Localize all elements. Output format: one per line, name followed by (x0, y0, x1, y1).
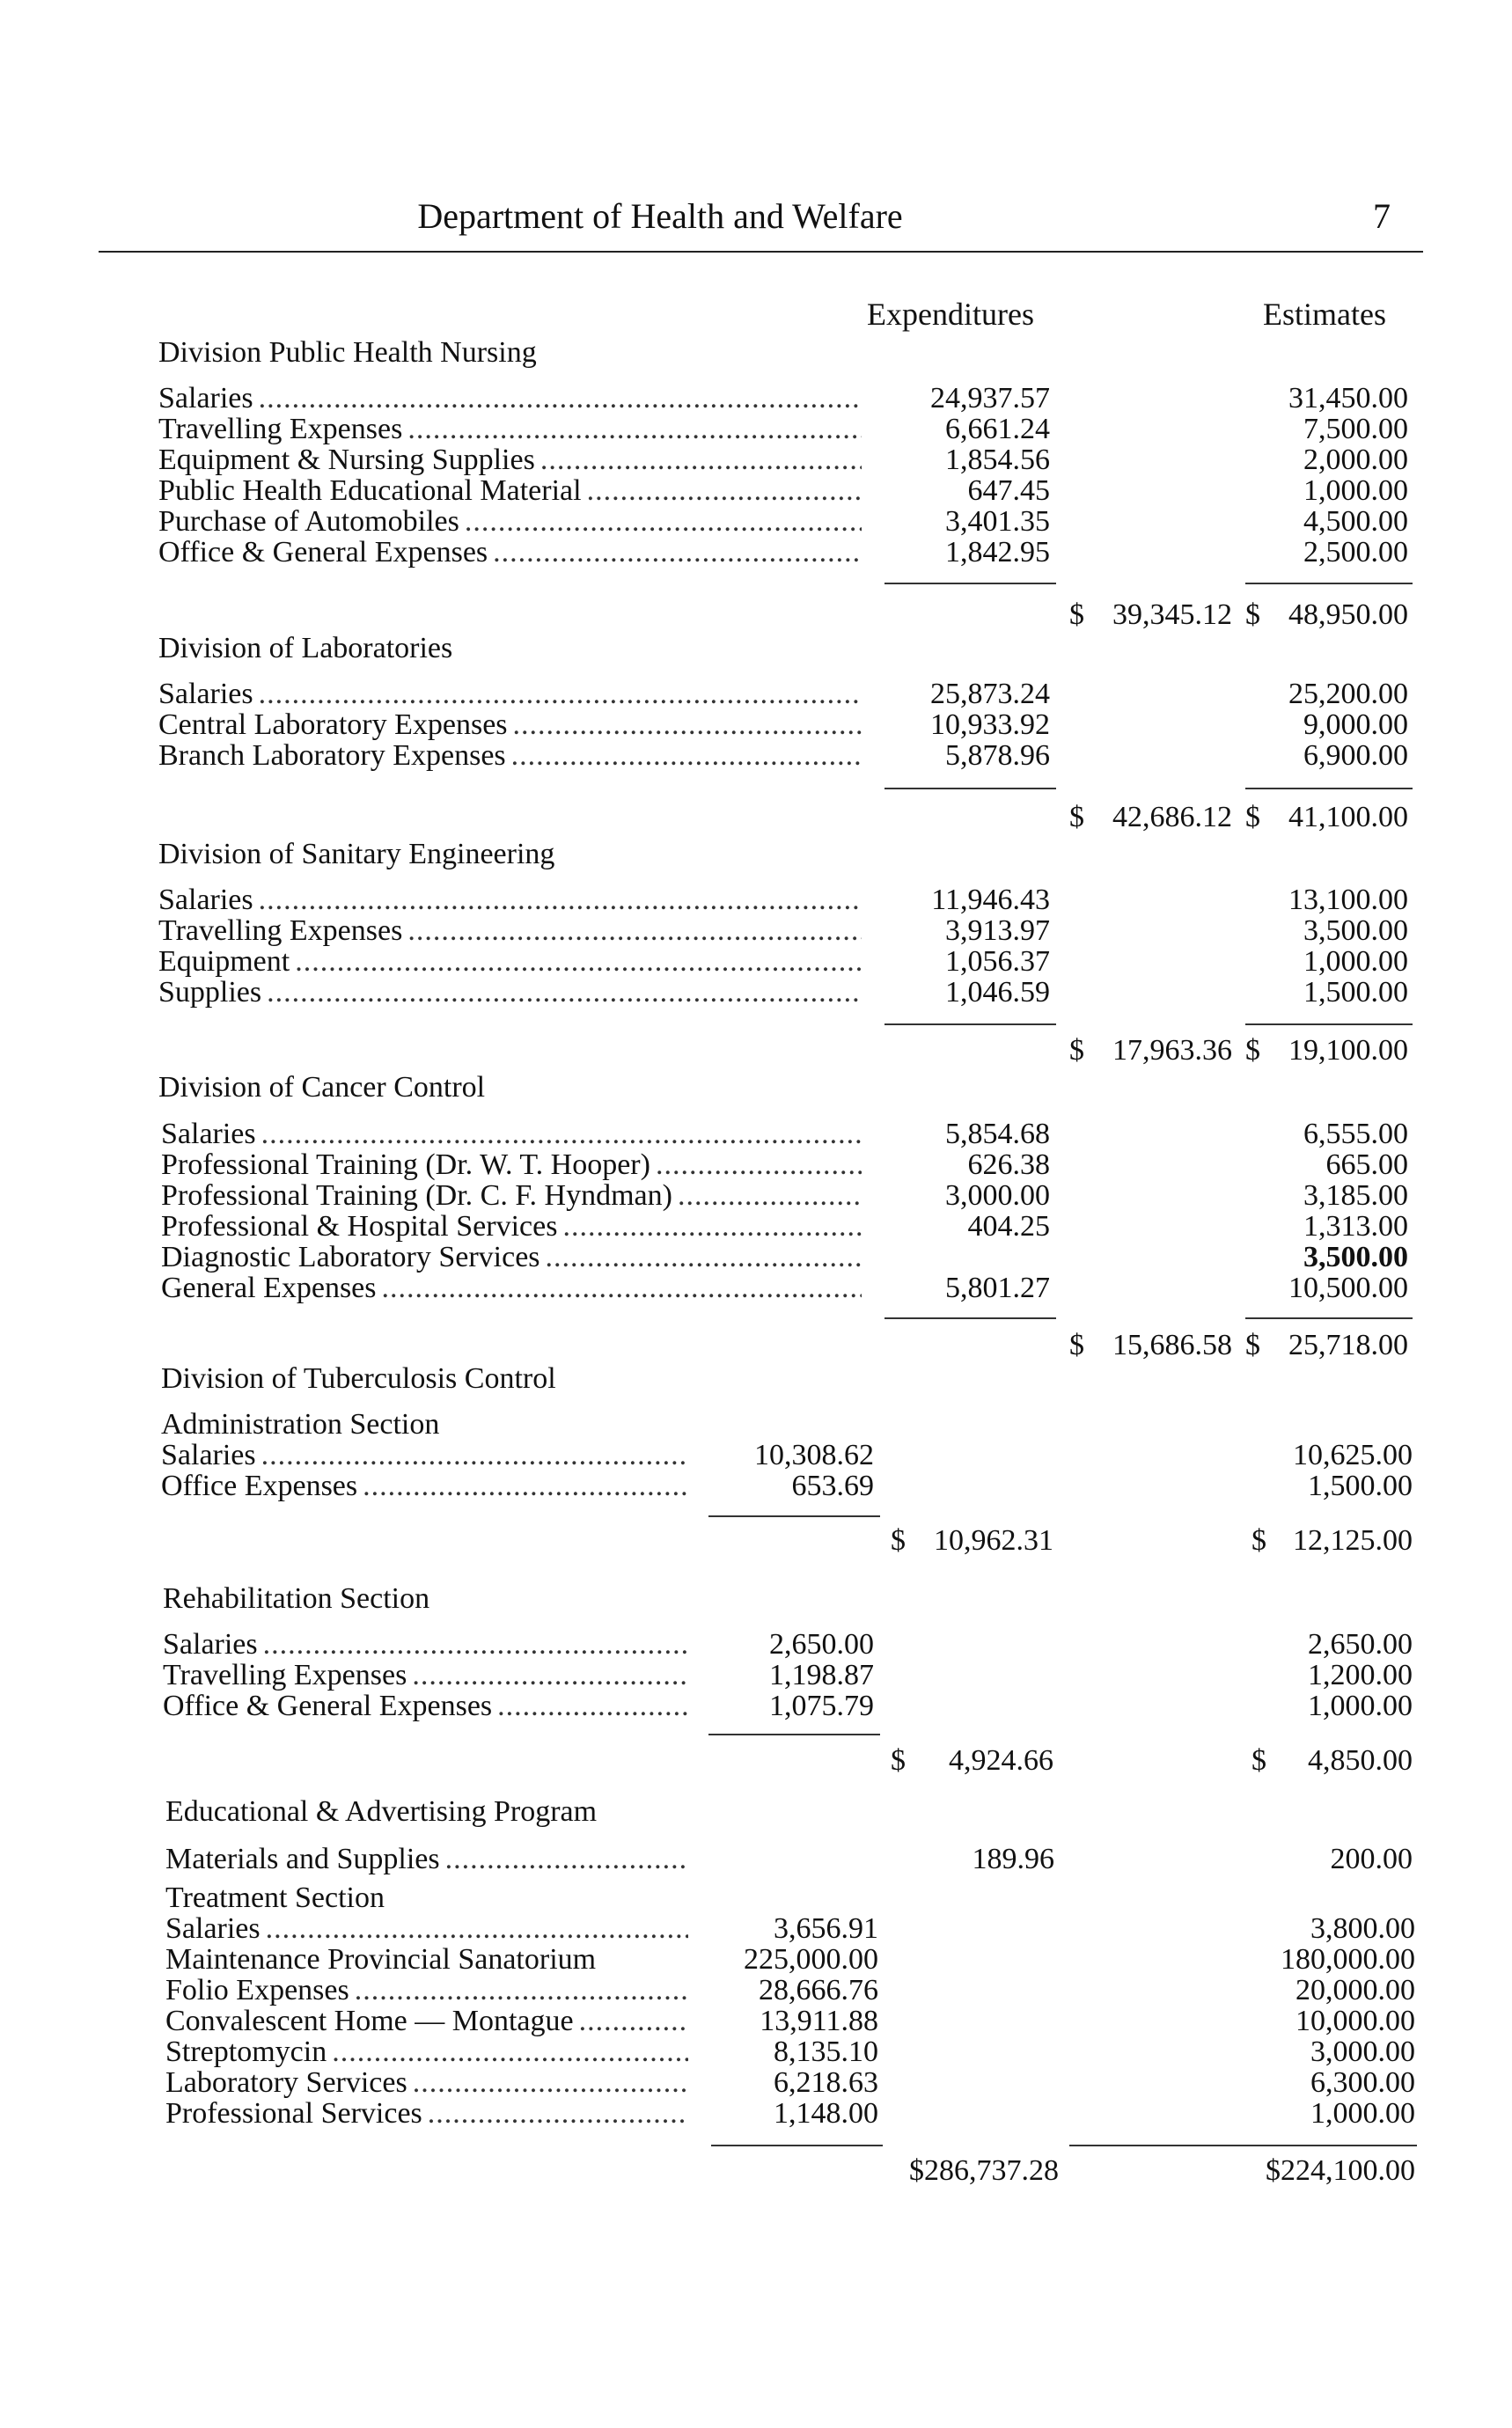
expenditure-value: 1,842.95 (945, 536, 1050, 568)
section-total-expenditure: $ 4,924.66 (891, 1744, 1053, 1777)
expenditure-value: 5,801.27 (945, 1272, 1050, 1304)
section-amount-value: 2,650.00 (769, 1628, 874, 1661)
section-title-nursing: Division Public Health Nursing (158, 336, 537, 369)
estimate-value: 3,185.00 (1303, 1179, 1408, 1212)
section-title-sanitary-engineering: Division of Sanitary Engineering (158, 838, 555, 870)
expenditure-value: 11,946.43 (931, 884, 1050, 916)
line-item-label: Salaries ..... (158, 382, 867, 415)
estimate-value: 665.00 (1325, 1148, 1408, 1181)
line-item-label: Materials and Supplies ..... (165, 1843, 694, 1876)
section-total-estimate: $ 12,125.00 (1251, 1524, 1413, 1557)
estimate-value: 4,500.00 (1303, 505, 1408, 538)
subtotal-rule (884, 788, 1056, 789)
subsection-title-educational-advertising: Educational & Advertising Program (165, 1795, 598, 1828)
line-item-label: Professional Training (Dr. W. T. Hooper) ..... (161, 1148, 867, 1182)
expenditure-value: 189.96 (972, 1843, 1054, 1875)
estimate-value: 1,200.00 (1308, 1659, 1413, 1691)
subtotal-rule (1245, 583, 1413, 584)
estimate-value: 1,000.00 (1308, 1690, 1413, 1722)
section-total-expenditure: $ 39,345.12 (1069, 598, 1232, 631)
line-item-label: Supplies ..... (158, 976, 867, 1009)
section-title-tuberculosis-control: Division of Tuberculosis Control (161, 1362, 556, 1395)
subtotal-rule (1245, 788, 1413, 789)
estimate-value: 2,000.00 (1303, 444, 1408, 476)
line-item-label: Purchase of Automobiles ..... (158, 505, 867, 539)
grand-total-estimate: $224,100.00 (1266, 2154, 1415, 2187)
line-item-label: Travelling Expenses ..... (163, 1659, 694, 1692)
estimate-value: 31,450.00 (1288, 382, 1408, 414)
section-total-estimate: $ 4,850.00 (1251, 1744, 1413, 1777)
column-header-estimates: Estimates (1263, 297, 1386, 332)
line-item-label: Central Laboratory Expenses ..... (158, 708, 867, 742)
estimate-value: 10,625.00 (1293, 1439, 1413, 1471)
page-title: Department of Health and Welfare (417, 196, 903, 236)
subtotal-rule (1245, 1023, 1413, 1025)
estimate-value: 6,300.00 (1310, 2066, 1415, 2099)
section-total-estimate: $ 48,950.00 (1245, 598, 1408, 631)
line-item-label: Office Expenses ..... (161, 1470, 694, 1503)
line-item-label: Office & General Expenses ..... (163, 1690, 694, 1723)
line-item-label: Public Health Educational Material ..... (158, 474, 867, 508)
expenditure-value: 3,401.35 (945, 505, 1050, 538)
subtotal-rule (1069, 2145, 1417, 2146)
estimate-value: 7,500.00 (1303, 413, 1408, 445)
subtotal-rule (884, 583, 1056, 584)
estimate-value: 2,500.00 (1303, 536, 1408, 568)
subtotal-rule (1245, 1317, 1413, 1319)
estimate-value: 10,000.00 (1295, 2005, 1415, 2037)
line-item-label: Office & General Expenses ..... (158, 536, 867, 569)
line-item-label: Salaries ..... (158, 678, 867, 711)
expenditure-value: 25,873.24 (930, 678, 1050, 710)
section-amount-value: 1,148.00 (774, 2097, 878, 2130)
line-item-label: Salaries ..... (163, 1628, 694, 1661)
subtotal-rule (708, 1734, 880, 1735)
estimate-value: 2,650.00 (1308, 1628, 1413, 1661)
expenditure-value: 3,000.00 (945, 1179, 1050, 1212)
subtotal-rule (884, 1023, 1056, 1025)
line-item-label: Professional Services ..... (165, 2097, 694, 2131)
section-total-expenditure: $ 15,686.58 (1069, 1329, 1232, 1361)
subsection-title-rehabilitation: Rehabilitation Section (163, 1582, 430, 1615)
estimate-value: 20,000.00 (1295, 1974, 1415, 2006)
section-title-laboratories: Division of Laboratories (158, 632, 453, 664)
section-total-estimate: $ 41,100.00 (1245, 801, 1408, 833)
line-item-label: Folio Expenses ..... (165, 1974, 694, 2007)
expenditure-value: 5,878.96 (945, 739, 1050, 772)
section-amount-value: 8,135.10 (774, 2036, 878, 2068)
estimate-value: 180,000.00 (1281, 1943, 1415, 1976)
page-number: 7 (1373, 196, 1391, 236)
estimate-value: 1,000.00 (1303, 474, 1408, 507)
expenditure-value: 10,933.92 (930, 708, 1050, 741)
section-amount-value: 3,656.91 (774, 1912, 878, 1945)
column-header-expenditures: Expenditures (867, 297, 1034, 332)
subsection-title-administration: Administration Section (161, 1408, 440, 1441)
section-total-expenditure: $ 10,962.31 (891, 1524, 1053, 1557)
line-item-label: Laboratory Services ..... (165, 2066, 694, 2100)
section-amount-value: 6,218.63 (774, 2066, 878, 2099)
line-item-label: Streptomycin ..... (165, 2036, 694, 2069)
section-title-cancer-control: Division of Cancer Control (158, 1071, 486, 1104)
estimate-value: 200.00 (1330, 1843, 1413, 1875)
line-item-label: Travelling Expenses ..... (158, 914, 867, 948)
expenditure-value: 5,854.68 (945, 1118, 1050, 1150)
estimate-value: 1,313.00 (1303, 1210, 1408, 1243)
section-amount-value: 1,075.79 (769, 1690, 874, 1722)
expenditure-value: 1,854.56 (945, 444, 1050, 476)
estimate-value: 10,500.00 (1288, 1272, 1408, 1304)
line-item-label: Salaries ..... (165, 1912, 694, 1946)
subsection-title-treatment: Treatment Section (165, 1882, 385, 1914)
section-amount-value: 1,198.87 (769, 1659, 874, 1691)
estimate-value: 1,000.00 (1303, 945, 1408, 978)
expenditure-value: 24,937.57 (930, 382, 1050, 414)
line-item-label: Salaries ..... (161, 1439, 694, 1472)
subtotal-rule (708, 1515, 880, 1517)
section-amount-value: 28,666.76 (759, 1974, 878, 2006)
line-item-label: General Expenses ..... (161, 1272, 867, 1305)
line-item-label: Salaries ..... (161, 1118, 867, 1151)
estimate-value: 1,500.00 (1308, 1470, 1413, 1502)
estimate-value: 3,000.00 (1310, 2036, 1415, 2068)
expenditure-value: 1,056.37 (945, 945, 1050, 978)
section-total-expenditure: $ 42,686.12 (1069, 801, 1232, 833)
section-total-estimate: $ 25,718.00 (1245, 1329, 1408, 1361)
line-item-label: Equipment & Nursing Supplies ..... (158, 444, 867, 477)
subtotal-rule (884, 1317, 1056, 1319)
subtotal-rule (711, 2145, 883, 2146)
estimate-value: 1,000.00 (1310, 2097, 1415, 2130)
line-item-label: Professional & Hospital Services ..... (161, 1210, 867, 1243)
line-item-label: Salaries ..... (158, 884, 867, 917)
expenditure-value: 3,913.97 (945, 914, 1050, 947)
section-amount-value: 653.69 (791, 1470, 874, 1502)
line-item-label: Convalescent Home — Montague ..... (165, 2005, 694, 2038)
estimate-value: 3,500.00 (1303, 914, 1408, 947)
grand-total-expenditure: $286,737.28 (909, 2154, 1059, 2187)
expenditure-value: 404.25 (967, 1210, 1050, 1243)
estimate-value: 6,555.00 (1303, 1118, 1408, 1150)
section-total-estimate: $ 19,100.00 (1245, 1034, 1408, 1067)
estimate-value: 9,000.00 (1303, 708, 1408, 741)
estimate-value: 1,500.00 (1303, 976, 1408, 1009)
section-total-expenditure: $ 17,963.36 (1069, 1034, 1232, 1067)
expenditure-value: 626.38 (967, 1148, 1050, 1181)
line-item-label: Professional Training (Dr. C. F. Hyndman) ..... (161, 1179, 867, 1213)
line-item-label: Equipment ..... (158, 945, 867, 979)
expenditure-value: 647.45 (967, 474, 1050, 507)
header-rule (99, 251, 1423, 253)
section-amount-value: 10,308.62 (754, 1439, 874, 1471)
line-item-label: Branch Laboratory Expenses ..... (158, 739, 867, 773)
section-amount-value: 13,911.88 (760, 2005, 878, 2037)
line-item-label: Travelling Expenses ..... (158, 413, 867, 446)
estimate-value: 25,200.00 (1288, 678, 1408, 710)
estimate-value: 3,800.00 (1310, 1912, 1415, 1945)
estimate-value: 6,900.00 (1303, 739, 1408, 772)
estimate-value: 3,500.00 (1303, 1241, 1408, 1273)
section-amount-value: 225,000.00 (744, 1943, 878, 1976)
expenditure-value: 6,661.24 (945, 413, 1050, 445)
estimate-value: 13,100.00 (1288, 884, 1408, 916)
line-item-label: Maintenance Provincial Sanatorium (165, 1943, 597, 1976)
expenditure-value: 1,046.59 (945, 976, 1050, 1009)
line-item-label: Diagnostic Laboratory Services ..... (161, 1241, 867, 1274)
